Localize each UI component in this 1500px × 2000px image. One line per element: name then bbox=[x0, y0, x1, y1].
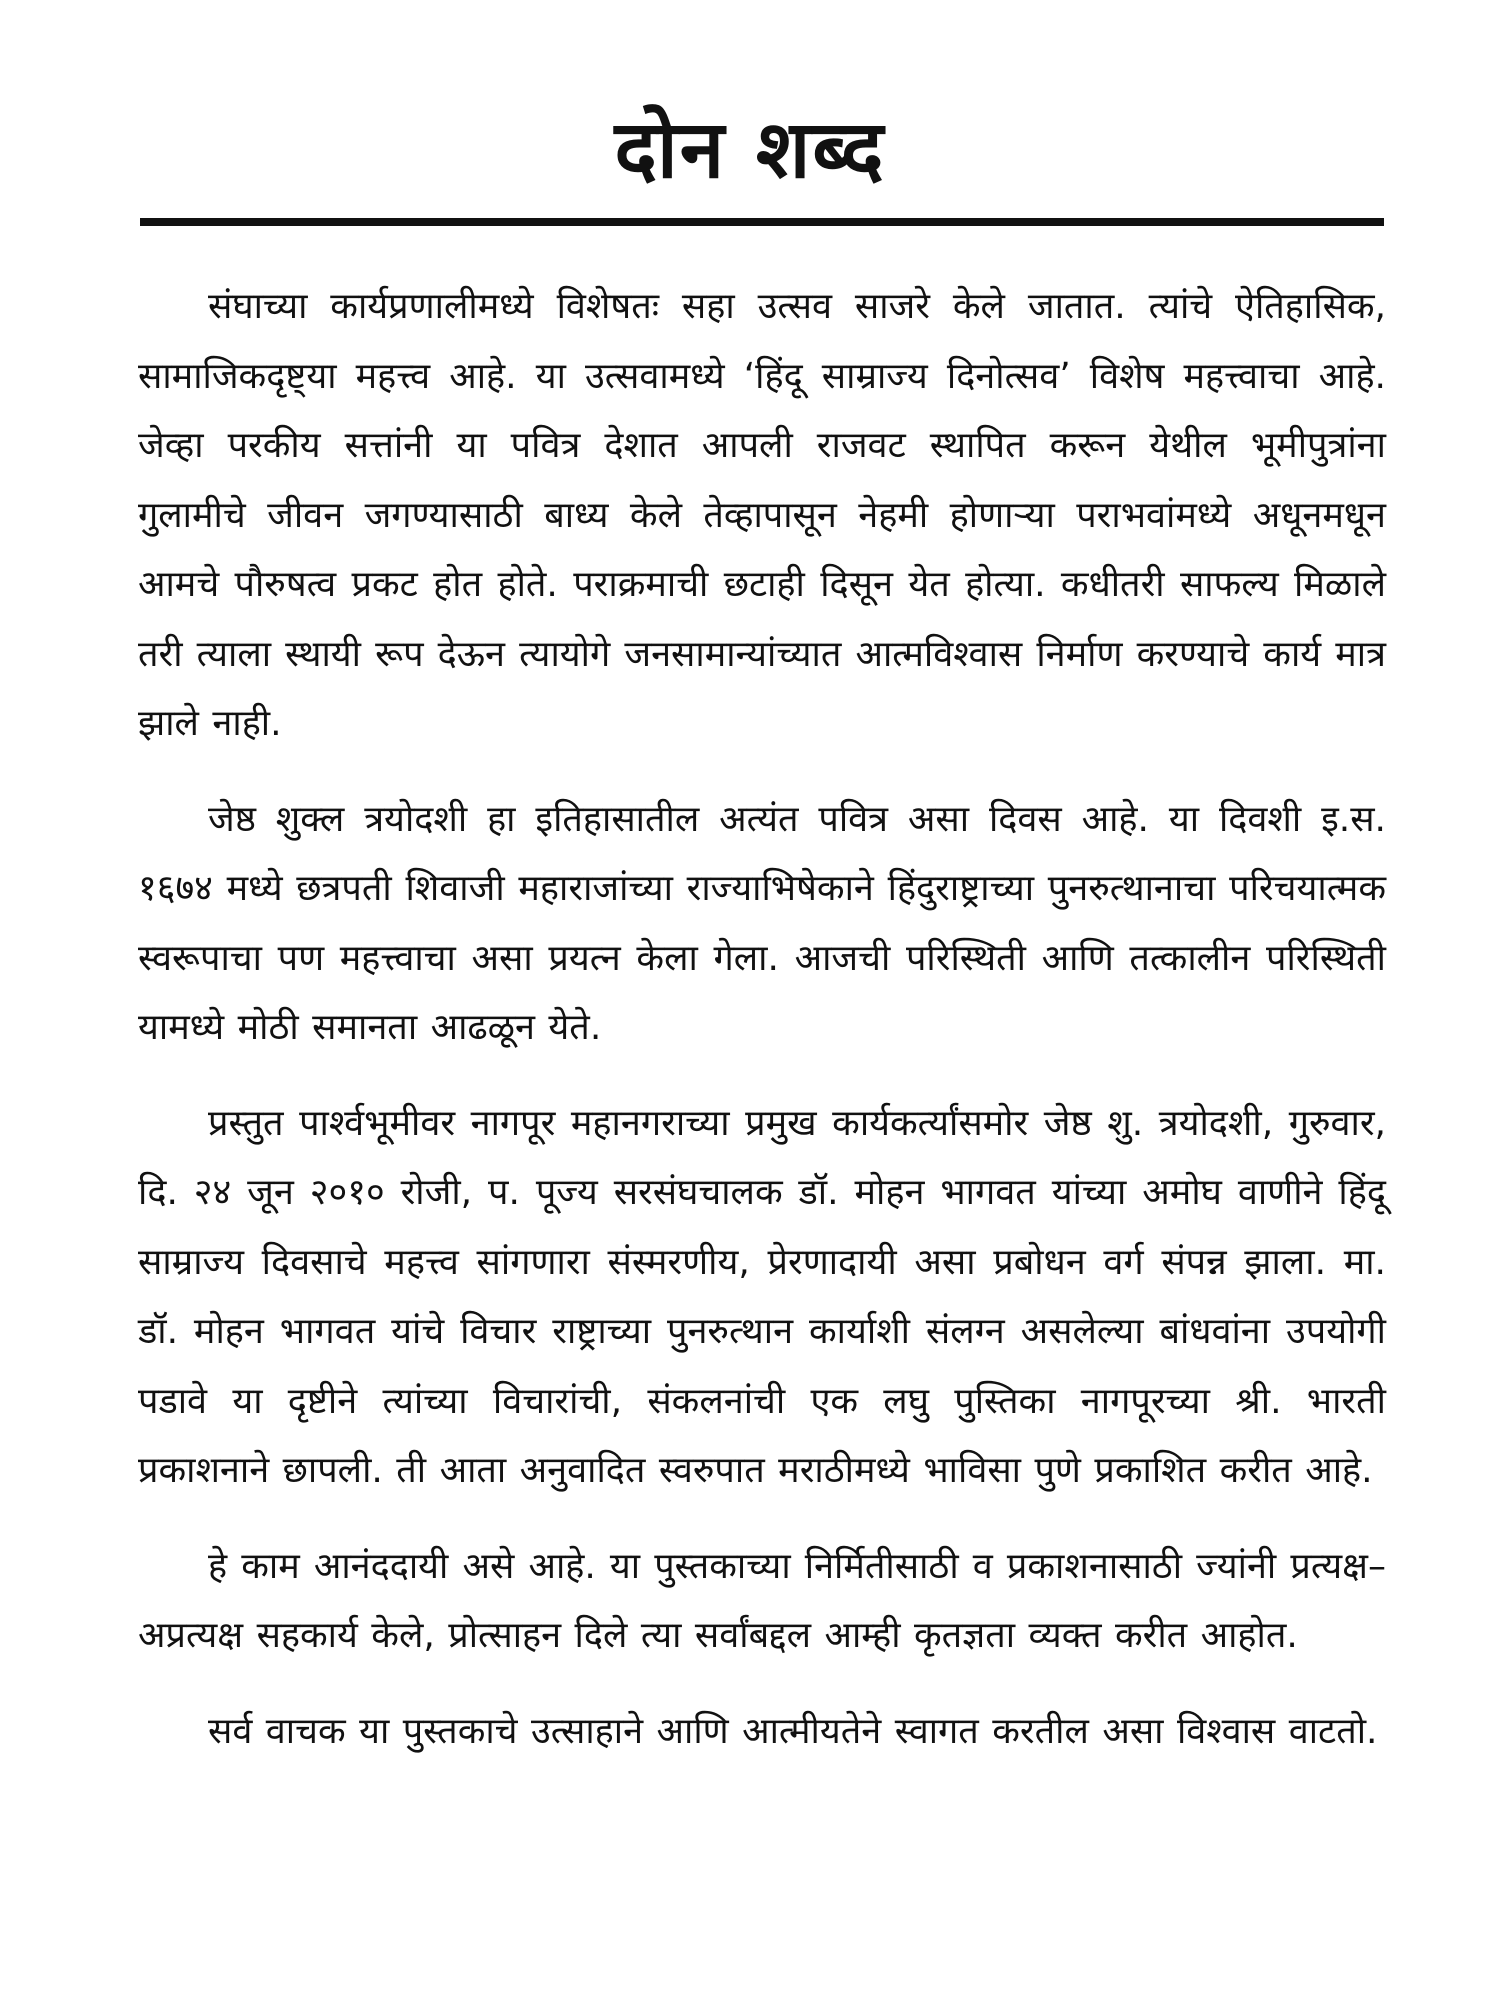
paragraph-1: संघाच्या कार्यप्रणालीमध्ये विशेषतः सहा उत्सव साजरे केले जातात. त्यांचे ऐतिहासिक, सामाजिकदृष्ट्या महत्त्व आहे. या उत्सवामध्ये ‘हिंदू साम्राज्य दिनोत्सव’ विशेष महत्त्वाचा आहे. जेव्हा परकीय सत्तांनी या पवित्र देशात आपली राजवट स्थापित करून येथील भूमीपुत्रांना गुलामीचे जीवन जगण्यासाठी बाध्य केले तेव्हापासून नेहमी होणाऱ्या पराभवांमध्ये अधूनमधून आमचे पौरुषत्व प्रकट होत होते. पराक्रमाची छटाही दिसून येत होत्या. कधीतरी साफल्य मिळाले तरी त्याला स्थायी रूप देऊन त्यायोगे जनसामान्यांच्यात आत्मविश्वास निर्माण करण्याचे कार्य मात्र झाले नाही. bbox=[138, 286, 1386, 744]
paragraph-2: जेष्ठ शुक्ल त्रयोदशी हा इतिहासातील अत्यंत पवित्र असा दिवस आहे. या दिवशी इ.स. १६७४ मध्ये छत्रपती शिवाजी महाराजांच्या राज्याभिषेकाने हिंदुराष्ट्राच्या पुनरुत्थानाचा परिचयात्मक स्वरूपाचा पण महत्त्वाचा असा प्रयत्न केला गेला. आजची परिस्थिती आणि तत्कालीन परिस्थिती यामध्ये मोठी समानता आढळून येते. bbox=[138, 798, 1386, 1048]
paragraph-5: सर्व वाचक या पुस्तकाचे उत्साहाने आणि आत्मीयतेने स्वागत करतील असा विश्वास वाटतो. bbox=[208, 1710, 1378, 1752]
paragraph-3: प्रस्तुत पार्श्वभूमीवर नागपूर महानगराच्या प्रमुख कार्यकर्त्यांसमोर जेष्ठ शु. त्रयोदशी, गुरुवार, दि. २४ जून २०१० रोजी, प. पूज्य सरसंघचालक डॉ. मोहन भागवत यांच्या अमोघ वाणीने हिंदू साम्राज्य दिवसाचे महत्त्व सांगणारा संस्मरणीय, प्रेरणादायी असा प्रबोधन वर्ग संपन्न झाला. मा. डॉ. मोहन भागवत यांचे विचार राष्ट्राच्या पुनरुत्थान कार्याशी संलग्न असलेल्या बांधवांना उपयोगी पडावे या दृष्टीने त्यांच्या विचारांची, संकलनांची एक लघु पुस्तिका नागपूरच्या श्री. भारती प्रकाशनाने छापली. ती आता अनुवादित स्वरुपात मराठीमध्ये भाविसा पुणे प्रकाशित करीत आहे. bbox=[138, 1102, 1386, 1491]
paragraph-4: हे काम आनंददायी असे आहे. या पुस्तकाच्या निर्मितीसाठी व प्रकाशनासाठी ज्यांनी प्रत्यक्ष–अप्रत्यक्ष सहकार्य केले, प्रोत्साहन दिले त्या सर्वांबद्दल आम्ही कृतज्ञता व्यक्त करीत आहोत. bbox=[138, 1545, 1386, 1656]
body-text bbox=[138, 272, 1386, 1766]
title-divider bbox=[140, 218, 1384, 226]
page-title: दोन शब्द bbox=[614, 103, 886, 196]
